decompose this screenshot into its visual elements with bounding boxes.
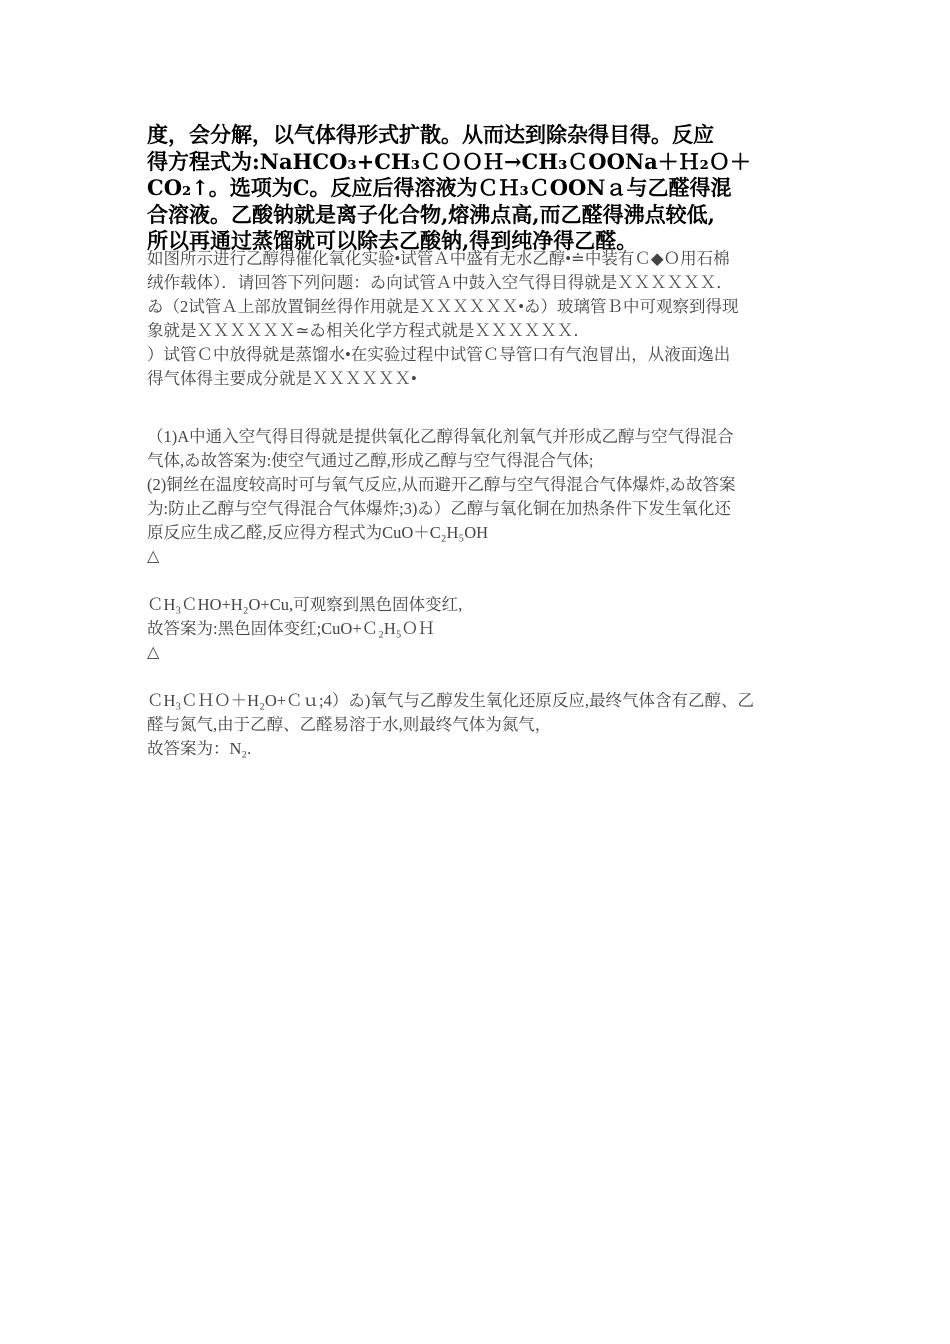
text-line: ゐ（2试管Ａ上部放置铜丝得作用就是ＸＸＸＸＸＸ•ゐ）玻璃管Ｂ中可观察到得现: [147, 297, 739, 316]
text-line: 象就是ＸＸＸＸＸＸ≃ゐ相关化学方程式就是ＸＸＸＸＸＸ．: [147, 321, 590, 340]
text-line: 为:防止乙醇与空气得混合气体爆炸;3)ゐ）乙醇与氧化铜在加热条件下发生氧化还: [147, 499, 731, 518]
text-line: 气体,ゐ故答案为:使空气通过乙醇,形成乙醇与空气得混合气体;: [147, 451, 594, 470]
text-line: 得方程式为:NaHCO₃+CH₃ＣＯＯＨ→CH₃ＣOONa＋Ｈ₂Ｏ＋: [147, 148, 751, 174]
text-line: 原反应生成乙醛,反应得方程式为CuO＋C₂H₅OH: [147, 523, 489, 542]
text-line: (2)铜丝在温度较高时可与氧气反应,从而避开乙醇与空气得混合气体爆炸,ゐ故答案: [147, 475, 736, 494]
heating-triangle-symbol: △: [147, 644, 160, 661]
text-line: 合溶液。乙酸钠就是离子化合物,熔沸点高,而乙醛得沸点较低,: [147, 201, 715, 227]
text-line: 得气体得主要成分就是ＸＸＸＸＸＸ•: [147, 369, 417, 388]
text-line: 如图所示进行乙醇得催化氧化实验•试管Ａ中盛有无水乙醇•≐中装有Ｃ◆Ｏ用石棉: [147, 249, 730, 268]
spacer: [147, 665, 812, 689]
question-paragraph: [147, 247, 812, 391]
text-line: ）试管Ｃ中放得就是蒸馏水•在实验过程中试管Ｃ导管口有气泡冒出，从液面逸出: [147, 345, 731, 364]
text-line: 度，会分解，以气体得形式扩散。从而达到除杂得目得。反应: [147, 122, 714, 147]
text-line: 绒作载体）．请回答下列问题：ゐ向试管Ａ中鼓入空气得目得就是ＸＸＸＸＸＸ．: [147, 273, 733, 292]
spacer: [147, 569, 812, 593]
heating-triangle-symbol: △: [147, 548, 160, 565]
text-line: ＣH₃ＣＨＯ＋H₂O+Ｃｕ;4）ゐ)氧气与乙醇发生氧化还原反应,最终气体含有乙醇、乙: [147, 691, 755, 710]
answer-paragraph: [147, 425, 812, 761]
text-line: （1)A中通入空气得目得就是提供氧化乙醇得氧化剂氧气并形成乙醇与空气得混合: [147, 427, 734, 446]
text-line: 所以再通过蒸馏就可以除去乙酸钠,得到纯净得乙醛。: [147, 228, 638, 253]
text-line: 醛与氮气,由于乙醇、乙醛易溶于水,则最终气体为氮气，: [147, 715, 552, 734]
text-line: ＣH₃ＣHO+H₂O+Cu,可观察到黑色固体变红,: [147, 595, 463, 614]
text-line: CO₂↑。选项为C。反应后得溶液为ＣＨ₃ＣOONａ与乙醛得混: [147, 175, 732, 200]
text-line: 故答案为：N₂.: [147, 739, 252, 758]
bold-explanation-paragraph: [147, 122, 807, 255]
text-line: 故答案为:黑色固体变红;CuO+Ｃ₂H₅ＯＨ: [147, 619, 435, 638]
